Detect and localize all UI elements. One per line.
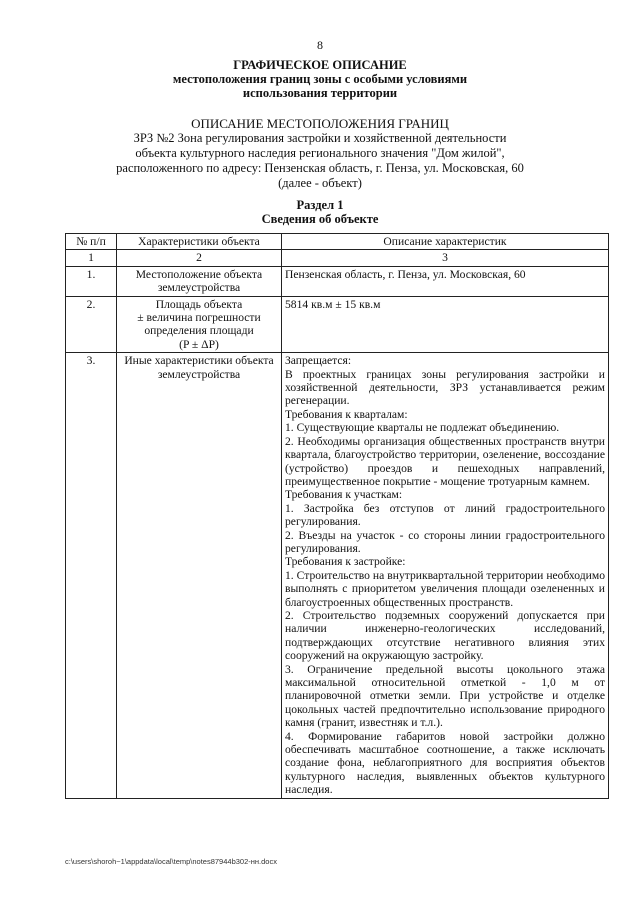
requirement-text: Требования к застройке: (285, 555, 406, 569)
description-line: (далее - объект) (278, 176, 362, 190)
row-description: 5814 кв.м ± 15 кв.м (282, 296, 609, 353)
characteristic-line: Площадь объекта (155, 297, 243, 311)
graphic-description-title (0, 58, 640, 100)
characteristic-line: (P ± ΔP) (179, 337, 219, 351)
graphic-title-line: местоположения границ зоны с особыми условиями (172, 72, 468, 86)
column-number: 2 (117, 250, 282, 266)
requirement-text: 3. Ограничение предельной высоты цокольного этажа максимальной относительной отметкой - 1,0 м от планировочной отметки земли. При устройстве и отделке цокольных частей предпочтительно использование природного камня (гранит, известняк и т.л.). (285, 662, 605, 730)
row-number: 2. (66, 296, 117, 353)
row-characteristic: Иные характеристики объекта землеустройства (117, 353, 282, 798)
requirement-text: 2. Въезды на участок - со стороны линии градостроительного регулирования. (285, 528, 605, 555)
header-description: Описание характеристик (282, 234, 609, 250)
file-path-footer: c:\users\shoroh~1\appdata\local\temp\notes87944b302-нн.docx (65, 857, 277, 866)
section-title: Раздел 1 (296, 198, 344, 212)
requirement-text: 2. Строительство подземных сооружений допускается при наличии инженерно-геологических исследований, подтверждающих отсутствие негативного влияния этих сооружений на окружающую застройку. (285, 608, 605, 663)
page-number: 8 (317, 38, 323, 52)
row-number: 3. (66, 353, 117, 798)
object-info-table (65, 233, 609, 799)
requirement-text: В проектных границах зоны регулирования застройки и хозяйственной деятельности, ЗРЗ устанавливается режим регенерации. (285, 367, 605, 408)
column-number: 3 (282, 250, 609, 266)
table-row (66, 296, 609, 353)
row-characteristic (117, 296, 282, 353)
row-description (282, 353, 609, 798)
section-heading (0, 198, 640, 226)
description-line: ЗРЗ №2 Зона регулирования застройки и хозяйственной деятельности (133, 131, 507, 145)
table-row (66, 353, 609, 798)
characteristic-line: ± величина погрешности (137, 311, 261, 325)
table-row (66, 266, 609, 296)
boundary-description-heading: ОПИСАНИЕ МЕСТОПОЛОЖЕНИЯ ГРАНИЦ (191, 116, 449, 131)
requirement-text: 2. Необходимы организация общественных пространств внутри квартала, благоустройство территории, озеленение, воссоздание (устройство) проездов и пешеходных направлений, преимущественное покрытие - мощение тротуарным камнем. (285, 434, 605, 488)
row-number: 1. (66, 266, 117, 296)
header-number: № п/п (66, 234, 117, 250)
characteristic-line: определения площади (144, 324, 254, 338)
table-numbering-row (66, 250, 609, 266)
requirement-text: 1. Существующие кварталы не подлежат объединению. (285, 421, 560, 435)
boundary-description (60, 116, 580, 191)
requirement-text: Требования к участкам: (285, 488, 403, 502)
requirement-text: Требования к кварталам: (285, 407, 408, 421)
row-description: Пензенская область, г. Пенза, ул. Московская, 60 (282, 266, 609, 296)
header-characteristic: Характеристики объекта (117, 234, 282, 250)
requirement-text: 4. Формирование габаритов новой застройки должно обеспечивать масштабное соотношение, а также исключать создание фона, неблагоприятного для восприятия объектов культурного наследия, выявленных объектов культурного наследия. (285, 729, 605, 797)
table-header-row (66, 234, 609, 250)
section-subtitle: Сведения об объекте (261, 212, 379, 226)
graphic-title-line: использования территории (242, 86, 398, 100)
description-line: объекта культурного наследия регионального значения "Дом жилой", (135, 146, 505, 160)
description-line: расположенного по адресу: Пензенская область, г. Пенза, ул. Московская, 60 (116, 161, 524, 175)
requirement-text: Запрещается: (285, 354, 352, 368)
column-number: 1 (66, 250, 117, 266)
requirement-text: 1. Застройка без отступов от линий градостроительного регулирования. (285, 501, 605, 529)
graphic-title-line: ГРАФИЧЕСКОЕ ОПИСАНИЕ (233, 58, 407, 72)
row-characteristic: Местоположение объекта землеустройства (117, 266, 282, 296)
requirement-text: 1. Строительство на внутриквартальной территории необходимо выполнять с приоритетом увеличения площади озелененных и благоустроенных общественных пространств. (285, 568, 605, 609)
